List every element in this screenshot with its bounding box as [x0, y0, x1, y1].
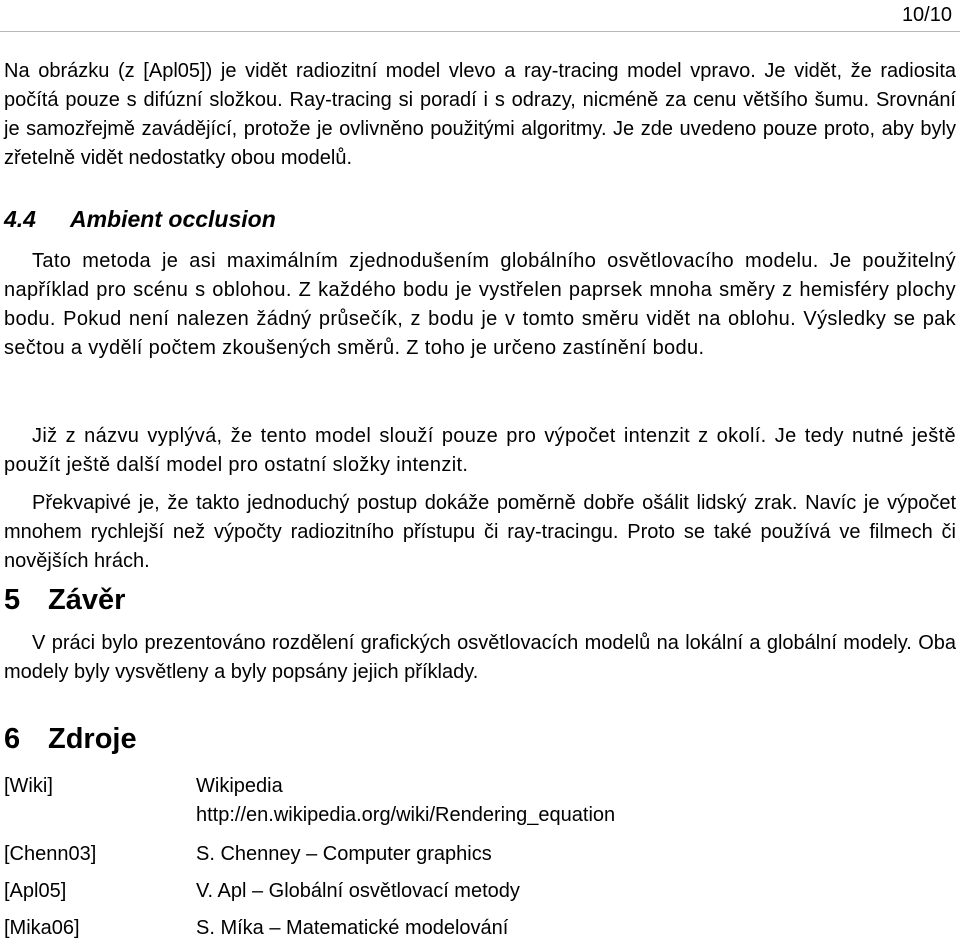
section-5-title: Závěr — [48, 584, 126, 616]
reference-key: [Chenn03] — [4, 843, 97, 865]
section-5-paragraph: V práci bylo prezentováno rozdělení grafických osvětlovacích modelů na lokální a globální modely. Oba modely byly vysvětleny a byly popsány jejich příklady. — [4, 632, 956, 683]
reference-title: V. Apl – Globální osvětlovací metody — [196, 880, 520, 902]
reference-title: S. Míka – Matematické modelování — [196, 917, 509, 939]
header-divider — [0, 31, 960, 32]
section-4-4-paragraph-3: Překvapivé je, že takto jednoduchý postup dokáže poměrně dobře ošálit lidský zrak. Navíc je výpočet mnohem rychlejší než výpočty radiozitního přístupu či ray-tracingu. Proto se také používá ve filmech či novějších hrách. — [4, 492, 956, 572]
section-4-4-paragraph-2: Již z názvu vyplývá, že tento model slouží pouze pro výpočet intenzit z okolí. Je tedy nutné ještě použít ještě další model pro ostatní složky intenzit. — [4, 425, 956, 476]
reference-value — [196, 877, 956, 906]
reference-key: [Mika06] — [4, 917, 80, 939]
reference-url: http://en.wikipedia.org/wiki/Rendering_equation — [196, 804, 616, 826]
section-5-heading — [4, 583, 125, 617]
section-4-4-heading — [4, 204, 276, 234]
page-number: 10/10 — [901, 4, 952, 26]
reference-value — [196, 840, 956, 869]
intro-paragraph: Na obrázku (z [Apl05]) je vidět radiozitní model vlevo a ray-tracing model vpravo. Je vidět, že radiosita počítá pouze s difúzní složkou. Ray-tracing si poradí i s odrazy, nicméně za cenu většího šumu. Srovnání je samozřejmě zavádějící, protože je ovlivněno použitými algoritmy. Je zde uvedeno pouze proto, aby byly zřetelně vidět nedostatky obou modelů. — [4, 60, 956, 169]
reference-value — [196, 914, 956, 943]
section-6-heading — [4, 722, 137, 756]
section-4-4-title: Ambient occlusion — [70, 206, 276, 232]
section-6-number: 6 — [4, 723, 21, 755]
section-5-number: 5 — [4, 584, 21, 616]
reference-title: Wikipedia — [196, 775, 283, 797]
section-6-title: Zdroje — [48, 723, 137, 755]
reference-key: [Apl05] — [4, 880, 67, 902]
reference-value — [196, 772, 956, 830]
section-4-4-paragraph-1: Tato metoda je asi maximálním zjednodušením globálního osvětlovacího modelu. Je použitelný například pro scénu s oblohou. Z každého bodu je vystřelen paprsek mnoha směry z hemisféry plochy bodu. Pokud není nalezen žádný průsečík, z bodu je v tomto směru vidět na oblohu. Výsledky se pak sečtou a vydělí počtem zkoušených směrů. Z toho je určeno zastínění bodu. — [4, 250, 956, 359]
section-4-4-number: 4.4 — [4, 206, 36, 232]
reference-key: [Wiki] — [4, 775, 53, 797]
reference-title: S. Chenney – Computer graphics — [196, 843, 492, 865]
